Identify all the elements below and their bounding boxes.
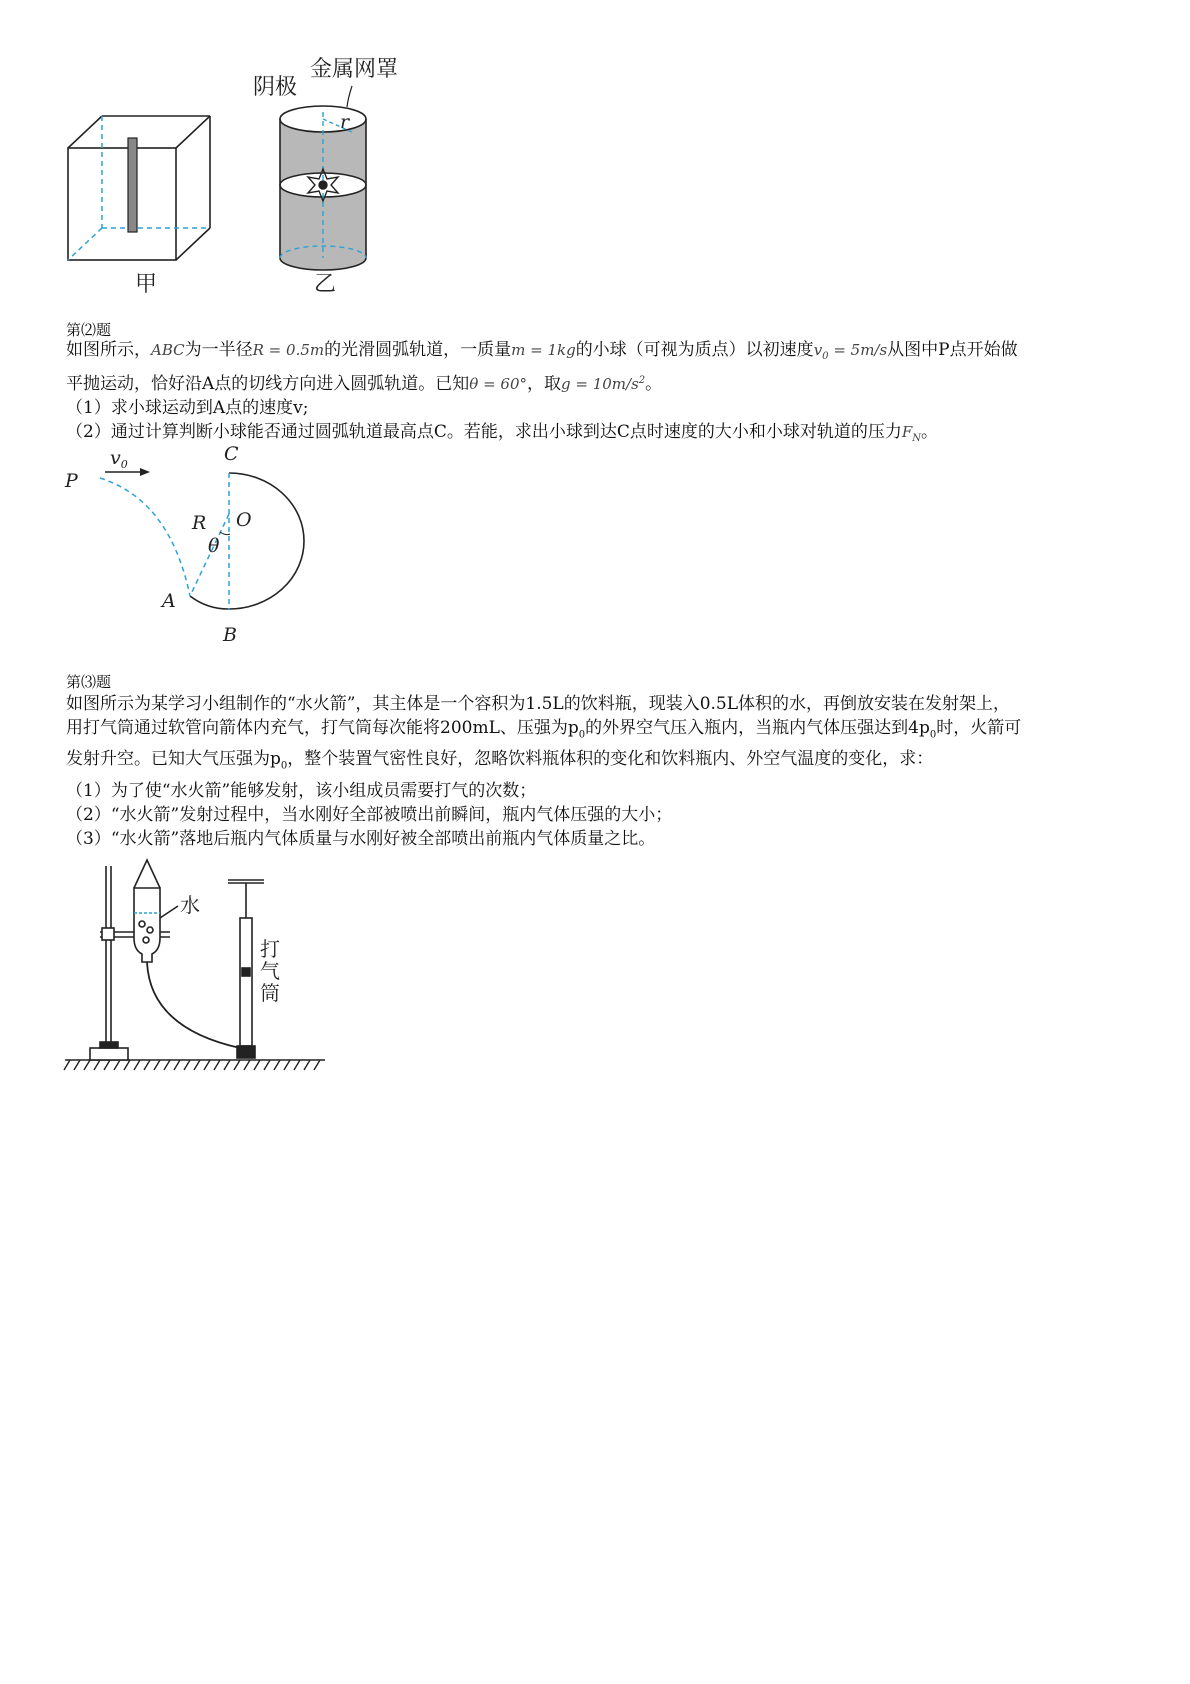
q3-sub-question-3: （3）“水火箭”落地后瓶内气体质量与水刚好被全部喷出前瓶内气体质量之比。 <box>66 828 656 849</box>
label-pump-1: 打 <box>260 937 280 961</box>
q3-line-2: 用打气筒通过软管向箭体内充气，打气筒每次能将200mL、压强为$p_0$的外界空气压入瓶内，当瓶内气体压强达到$4p_0$时，火箭可 <box>66 718 1022 741</box>
q2-sub-question-1: （1）求小球运动到A点的速度v; <box>66 398 309 418</box>
label-cathode: 阴极 <box>253 75 298 100</box>
cylinder-drawing <box>280 86 366 270</box>
label-pump-3: 筒 <box>260 981 280 1005</box>
q2-heading: 第⑵题 <box>66 321 112 339</box>
water-rocket <box>134 860 178 962</box>
q3-sub-question-2: （2）“水火箭”发射过程中，当水刚好全部被喷出前瞬间，瓶内气体压强的大小； <box>66 804 673 825</box>
q2-intro-line-2: 平抛运动，恰好沿A点的切线方向进入圆弧轨道。已知θ = 60°，取$g = 10m/s^2$。 <box>66 374 663 394</box>
label-theta: θ <box>208 535 220 557</box>
label-B: B <box>223 624 237 646</box>
label-C: C <box>224 443 239 465</box>
label-R: R <box>192 512 207 534</box>
q2-sub-question-2: （2）通过计算判断小球能否通过圆弧轨道最高点C。若能，求出小球到达C点时速度的大小和小球对轨道的压力$F_N$。 <box>66 422 939 444</box>
label-v0: $v_0$ <box>110 447 128 471</box>
q3-heading: 第⑶题 <box>66 673 112 691</box>
q3-line-3: 发射升空。已知大气压强为$p_0$，整个装置气密性良好，忽略饮料瓶体积的变化和饮料瓶内、外空气温度的变化，求： <box>66 749 934 772</box>
figure-water-rocket <box>60 858 330 1078</box>
electrode-plate <box>128 138 137 232</box>
figure-arc-track <box>60 440 320 660</box>
air-pump <box>228 880 264 1058</box>
q3-sub-question-1: （1）为了使“水火箭”能够发射，该小组成员需要打气的次数； <box>66 780 537 801</box>
hose <box>147 962 240 1048</box>
label-A: A <box>162 590 176 612</box>
label-pump-2: 气 <box>260 959 280 983</box>
q2-intro-line-1: 如图所示，ABC为一半径R = 0.5m的光滑圆弧轨道，一质量m = 1kg的小球（可视为质点）以初速度$v_0 = 5m/s$从图中P点开始做 <box>66 340 1018 362</box>
label-r: r <box>340 111 350 133</box>
label-P: P <box>65 470 78 492</box>
projectile-trajectory <box>100 478 190 596</box>
figure-capacitor-cylinder <box>60 50 460 320</box>
q3-body <box>66 692 1136 851</box>
label-jia: 甲 <box>135 272 158 297</box>
cube-drawing <box>68 116 210 260</box>
q2-body <box>66 338 1136 451</box>
ground <box>64 1060 325 1070</box>
q3-line-1: 如图所示为某学习小组制作的“水火箭”，其主体是一个容积为1.5L的饮料瓶，现装入0.5L体积的水，再倒放安装在发射架上， <box>66 694 1011 714</box>
label-water: 水 <box>180 893 200 917</box>
label-O: O <box>236 509 252 531</box>
label-metal-mesh: 金属网罩 <box>310 57 399 82</box>
label-yi: 乙 <box>314 272 337 297</box>
